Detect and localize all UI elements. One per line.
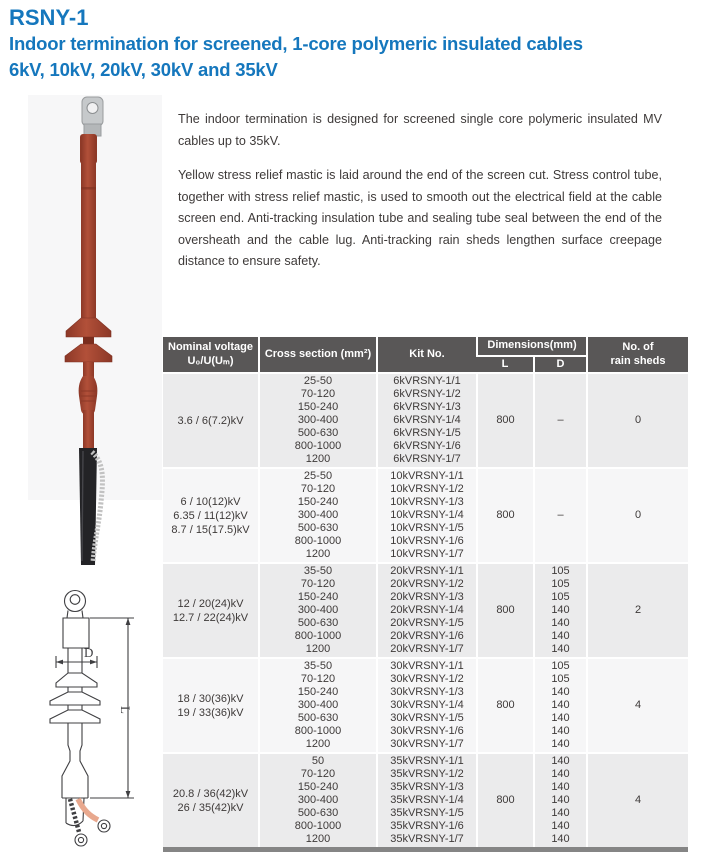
table-line: 140 (551, 699, 570, 711)
table-line: 12.7 / 22(24)kV (172, 611, 249, 624)
table-line: 140 (551, 712, 570, 724)
table-line: 300-400 (297, 509, 339, 521)
table-line: 105 (551, 660, 570, 672)
table-line: 140 (551, 833, 570, 845)
table-line: 10kVRSNY-1/7 (390, 548, 464, 560)
table-line: 140 (551, 820, 570, 832)
col-header-kit-no: Kit No. (377, 337, 477, 373)
table-line: 105 (551, 591, 570, 603)
table-line: 10kVRSNY-1/6 (390, 535, 464, 547)
rain-sheds-cell: 0 (587, 468, 688, 563)
table-line: 6kVRSNY-1/2 (393, 388, 461, 400)
length-cell: 800 (477, 658, 534, 753)
intro-paragraph-1: The indoor termination is designed for screened single core polymeric insulated MV cables up to 35kV. (178, 112, 662, 148)
table-line: 10kVRSNY-1/5 (390, 522, 464, 534)
table-line: 1200 (305, 833, 331, 845)
spec-table-body (163, 373, 688, 850)
page-header (9, 4, 714, 83)
table-line: 35kVRSNY-1/3 (390, 781, 464, 793)
page-title: Indoor termination for screened, 1-core polymeric insulated cables (9, 33, 583, 54)
intro-text (178, 109, 662, 286)
table-line: 12 / 20(24)kV (177, 597, 244, 610)
rain-sheds-cell: 0 (587, 373, 688, 468)
table-line: 70-120 (300, 388, 336, 400)
table-line: 70-120 (300, 483, 336, 495)
col-header-cross-section: Cross section (mm²) (259, 337, 377, 373)
table-line: 800-1000 (294, 535, 342, 547)
rain-sheds-cell: 4 (587, 753, 688, 850)
table-line: 6kVRSNY-1/7 (393, 453, 461, 465)
cross-section-cell (259, 563, 377, 658)
dimension-diagram (20, 585, 150, 850)
table-line: 140 (551, 617, 570, 629)
table-line: 500-630 (297, 617, 339, 629)
spec-table-section (163, 373, 688, 468)
product-photo (28, 95, 162, 565)
table-line: 20kVRSNY-1/3 (390, 591, 464, 603)
kit-no-cell (377, 468, 477, 563)
col-header-dimensions: Dimensions(mm) (477, 337, 587, 356)
table-line: 1200 (305, 643, 331, 655)
table-line: 1200 (305, 453, 331, 465)
table-line: 500-630 (297, 522, 339, 534)
length-cell: 800 (477, 753, 534, 850)
table-line: 500-630 (297, 427, 339, 439)
table-line: 150-240 (297, 686, 339, 698)
tube-outline (68, 648, 82, 673)
table-line: 105 (551, 578, 570, 590)
table-line: 30kVRSNY-1/7 (390, 738, 464, 750)
page-subtitle: 6kV, 10kV, 20kV, 30kV and 35kV (9, 59, 278, 80)
table-line: 140 (551, 725, 570, 737)
table-line: 800-1000 (294, 820, 342, 832)
voltage-cell (163, 658, 259, 753)
table-line: 35kVRSNY-1/6 (390, 820, 464, 832)
table-line: 20kVRSNY-1/2 (390, 578, 464, 590)
table-line: 10kVRSNY-1/2 (390, 483, 464, 495)
table-line: 20.8 / 36(42)kV (172, 787, 249, 800)
table-line: 140 (551, 738, 570, 750)
table-line: 150-240 (297, 781, 339, 793)
table-line: 140 (551, 807, 570, 819)
table-line: 70-120 (300, 578, 336, 590)
table-line: 6.35 / 11(12)kV (173, 509, 248, 522)
table-line: 20kVRSNY-1/6 (390, 630, 464, 642)
table-line: 140 (551, 794, 570, 806)
col-header-nominal-voltage-line1: Nominal voltage (168, 341, 253, 353)
table-line: 800-1000 (294, 440, 342, 452)
cable-lug (82, 97, 103, 136)
table-line: 20kVRSNY-1/7 (390, 643, 464, 655)
table-line: 300-400 (297, 794, 339, 806)
table-line: 10kVRSNY-1/1 (390, 470, 464, 482)
product-code: RSNY-1 (9, 5, 89, 30)
voltage-cell (163, 468, 259, 563)
dimension-l (90, 618, 134, 798)
kit-no-cell (377, 658, 477, 753)
spec-table-section (163, 753, 688, 850)
table-line: 25-50 (303, 375, 333, 387)
shed-outlines (50, 673, 100, 723)
table-line: 500-630 (297, 712, 339, 724)
table-line: 18 / 30(36)kV (177, 692, 244, 705)
table-line: 1200 (305, 548, 331, 560)
table-line: 35kVRSNY-1/5 (390, 807, 464, 819)
col-header-nominal-voltage-line2: U₀/U(Uₘ) (187, 354, 234, 367)
table-line: 105 (551, 673, 570, 685)
table-line: 6kVRSNY-1/3 (393, 401, 461, 413)
table-line: 300-400 (297, 414, 339, 426)
table-line: 300-400 (297, 699, 339, 711)
dimension-l-label: L (118, 706, 133, 714)
table-line: 150-240 (297, 496, 339, 508)
table-line: 35-50 (303, 565, 333, 577)
cross-section-cell (259, 373, 377, 468)
table-line: 800-1000 (294, 630, 342, 642)
table-line: 140 (551, 781, 570, 793)
kit-no-cell (377, 373, 477, 468)
table-line: 25-50 (303, 470, 333, 482)
table-line: 20kVRSNY-1/4 (390, 604, 464, 616)
table-line: 35kVRSNY-1/4 (390, 794, 464, 806)
col-header-dim-d: D (534, 356, 587, 374)
table-line: 800-1000 (294, 725, 342, 737)
rain-sheds-cell: 2 (587, 563, 688, 658)
col-header-rain-sheds-line2: rain sheds (610, 354, 666, 367)
voltage-cell (163, 373, 259, 468)
spec-table-head (163, 337, 688, 373)
intro-paragraph-2: Yellow stress relief mastic is laid around the end of the screen cut. Stress control tube, together with stress relief mastic, is used to smooth out the electrical field at the cable screen end. Anti-tracking insulation tube and sealing tube seal between the end of the oversheath and the cable lug. Anti-tracking rain sheds lengthen surface creepage distance to ensure safety. (178, 168, 662, 268)
table-line: 30kVRSNY-1/2 (390, 673, 464, 685)
spec-table (163, 337, 688, 852)
table-line: 140 (551, 643, 570, 655)
length-cell: 800 (477, 563, 534, 658)
table-line: 150-240 (297, 591, 339, 603)
table-line: 30kVRSNY-1/5 (390, 712, 464, 724)
rain-sheds-cell: 4 (587, 658, 688, 753)
col-header-dim-l: L (477, 356, 534, 374)
table-line: 10kVRSNY-1/4 (390, 509, 464, 521)
table-line: 8.7 / 15(17.5)kV (171, 523, 250, 536)
table-line: 20kVRSNY-1/1 (390, 565, 464, 577)
col-header-rain-sheds-line1: No. of (622, 341, 654, 353)
table-line: 1200 (305, 738, 331, 750)
spec-table-section (163, 468, 688, 563)
table-line: 140 (551, 630, 570, 642)
table-line: 30kVRSNY-1/6 (390, 725, 464, 737)
diameter-cell: – (534, 468, 587, 563)
diameter-cell (534, 753, 587, 850)
spec-table-section (163, 658, 688, 753)
col-header-rain-sheds (587, 337, 688, 373)
table-line: 10kVRSNY-1/3 (390, 496, 464, 508)
table-line: 20kVRSNY-1/5 (390, 617, 464, 629)
table-line: 35kVRSNY-1/7 (390, 833, 464, 845)
length-cell: 800 (477, 468, 534, 563)
table-line: 150-240 (297, 401, 339, 413)
table-line: 70-120 (300, 673, 336, 685)
table-line: 70-120 (300, 768, 336, 780)
table-line: 300-400 (297, 604, 339, 616)
table-line: 140 (551, 768, 570, 780)
table-line: 26 / 35(42)kV (177, 801, 244, 814)
table-line: 140 (551, 686, 570, 698)
col-header-nominal-voltage (163, 337, 259, 373)
cross-section-cell (259, 468, 377, 563)
cross-section-cell (259, 658, 377, 753)
table-line: 35-50 (303, 660, 333, 672)
table-line: 50 (311, 755, 325, 767)
length-cell: 800 (477, 373, 534, 468)
anti-tracking-tube (80, 134, 97, 320)
diameter-cell (534, 658, 587, 753)
table-line: 30kVRSNY-1/1 (390, 660, 464, 672)
diameter-cell (534, 563, 587, 658)
table-line: 500-630 (297, 807, 339, 819)
table-line: 6kVRSNY-1/5 (393, 427, 461, 439)
table-line: 140 (551, 755, 570, 767)
kit-no-cell (377, 563, 477, 658)
table-line: 35kVRSNY-1/1 (390, 755, 464, 767)
table-line: 6kVRSNY-1/1 (393, 375, 461, 387)
table-line: 30kVRSNY-1/4 (390, 699, 464, 711)
table-line: 140 (551, 604, 570, 616)
table-line: 6kVRSNY-1/4 (393, 414, 461, 426)
voltage-cell (163, 753, 259, 850)
table-line: 105 (551, 565, 570, 577)
table-line: 3.6 / 6(7.2)kV (177, 414, 244, 427)
table-line: 35kVRSNY-1/2 (390, 768, 464, 780)
cross-section-cell (259, 753, 377, 850)
table-line: 19 / 33(36)kV (177, 706, 244, 719)
kit-no-cell (377, 753, 477, 850)
dimension-d-label: D (84, 645, 94, 660)
table-line: 6kVRSNY-1/6 (393, 440, 461, 452)
terminal-body-outline (63, 618, 89, 648)
table-line: 30kVRSNY-1/3 (390, 686, 464, 698)
voltage-cell (163, 563, 259, 658)
lug-outline (65, 591, 86, 619)
table-line: 6 / 10(12)kV (180, 495, 241, 508)
diameter-cell: – (534, 373, 587, 468)
spec-table-section (163, 563, 688, 658)
